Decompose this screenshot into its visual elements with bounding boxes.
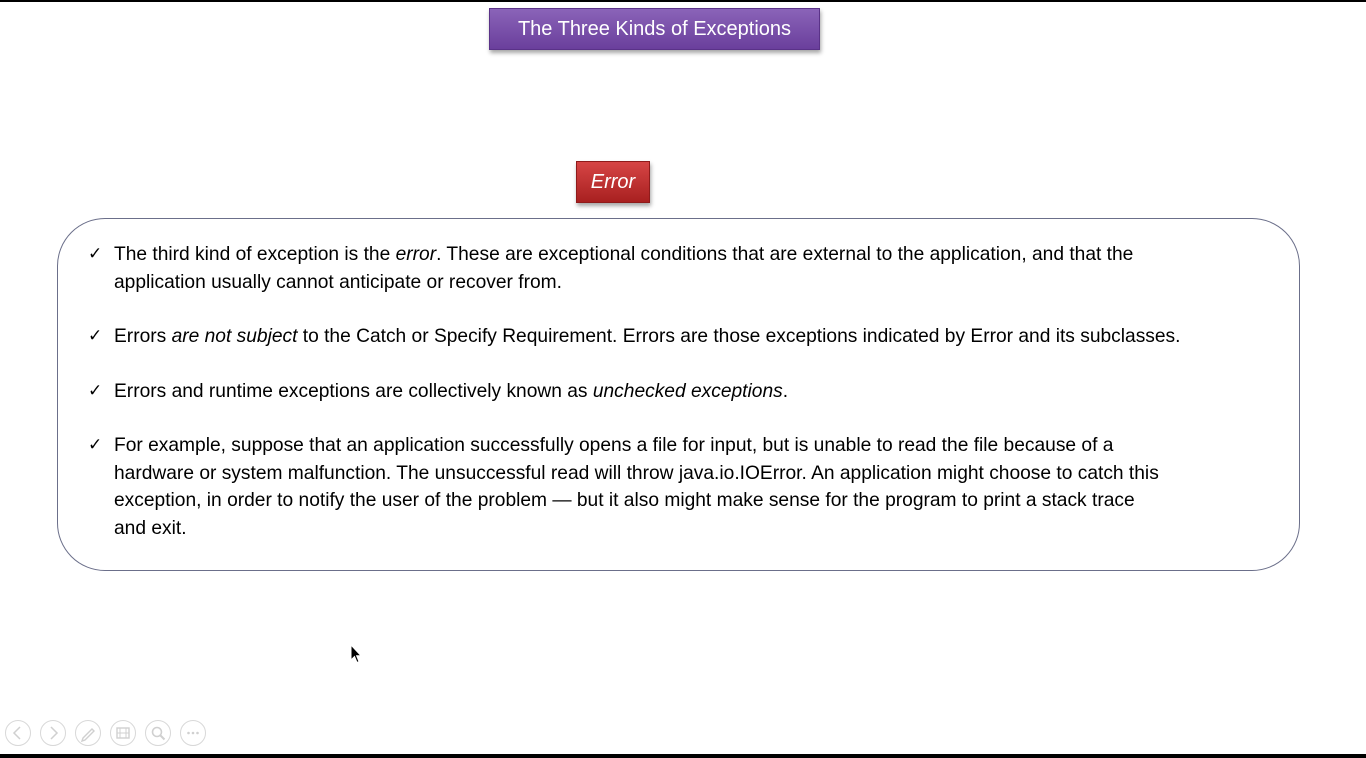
bullet-text xyxy=(114,432,1271,542)
slide-sorter-button[interactable] xyxy=(110,720,136,746)
checkmark-icon: ✓ xyxy=(88,435,103,455)
bullet-text xyxy=(114,323,1271,351)
bottom-bar xyxy=(0,754,1366,758)
error-badge-text: Error xyxy=(590,170,636,193)
ellipsis-icon xyxy=(180,720,206,746)
more-options-button[interactable] xyxy=(180,720,206,746)
error-badge xyxy=(576,161,650,203)
arrow-left-icon xyxy=(5,720,31,746)
text-segment: exception, in order to notify the user of the problem — but it also might make sense for the program to print a stack trace xyxy=(114,490,1135,511)
text-segment: Errors xyxy=(114,326,172,347)
content-box xyxy=(57,218,1300,571)
italic-text: error xyxy=(395,244,437,265)
arrow-right-icon xyxy=(40,720,66,746)
bullet-line xyxy=(114,515,1271,543)
italic-text: are not subject xyxy=(171,326,298,347)
checkmark-icon: ✓ xyxy=(88,326,103,346)
text-segment: . These are exceptional conditions that are external to the application, and that the xyxy=(436,244,1134,265)
bullet-item xyxy=(86,378,1271,406)
checkmark-icon: ✓ xyxy=(88,380,103,401)
text-segment: to the Catch or Specify Requirement. Errors are those exceptions indicated by Error and its subclasses. xyxy=(297,326,1181,347)
bullet-item xyxy=(86,241,1271,296)
text-segment: and exit. xyxy=(114,517,187,539)
bullet-line xyxy=(114,378,1271,406)
bullet-line xyxy=(114,432,1271,460)
bullet-line xyxy=(114,241,1271,269)
text-segment: The third kind of exception is the xyxy=(114,244,396,265)
text-segment: Errors and runtime exceptions are collectively known as xyxy=(114,380,593,402)
text-segment: application usually cannot anticipate or recover from. xyxy=(114,271,562,293)
previous-slide-button[interactable] xyxy=(5,720,31,746)
presentation-toolbar xyxy=(5,720,206,746)
italic-text: unchecked exceptions xyxy=(592,380,783,402)
bullet-line xyxy=(114,487,1271,515)
bullet-line xyxy=(114,269,1271,297)
zoom-button[interactable] xyxy=(145,720,171,746)
bullet-text xyxy=(114,378,1271,406)
text-segment: . xyxy=(782,380,789,402)
slide-title-text: The Three Kinds of Exceptions xyxy=(517,17,792,40)
mouse-cursor-icon xyxy=(350,644,362,669)
bullet-item xyxy=(86,432,1271,542)
text-segment: For example, suppose that an application successfully opens a file for input, but is unable to read the file because of a xyxy=(114,435,1114,456)
pen-icon xyxy=(75,720,101,746)
bullet-line xyxy=(114,460,1271,488)
pen-tool-button[interactable] xyxy=(75,720,101,746)
slide-title xyxy=(489,8,820,50)
bullet-text xyxy=(114,241,1271,296)
text-segment: hardware or system malfunction. The unsuccessful read will throw java.io.IOError. An application might choose to catch this xyxy=(114,462,1159,484)
bullet-line xyxy=(114,323,1271,351)
next-slide-button[interactable] xyxy=(40,720,66,746)
bullet-item xyxy=(86,323,1271,351)
checkmark-icon: ✓ xyxy=(88,244,103,264)
slides-icon xyxy=(110,720,136,746)
magnifier-icon xyxy=(145,720,171,746)
